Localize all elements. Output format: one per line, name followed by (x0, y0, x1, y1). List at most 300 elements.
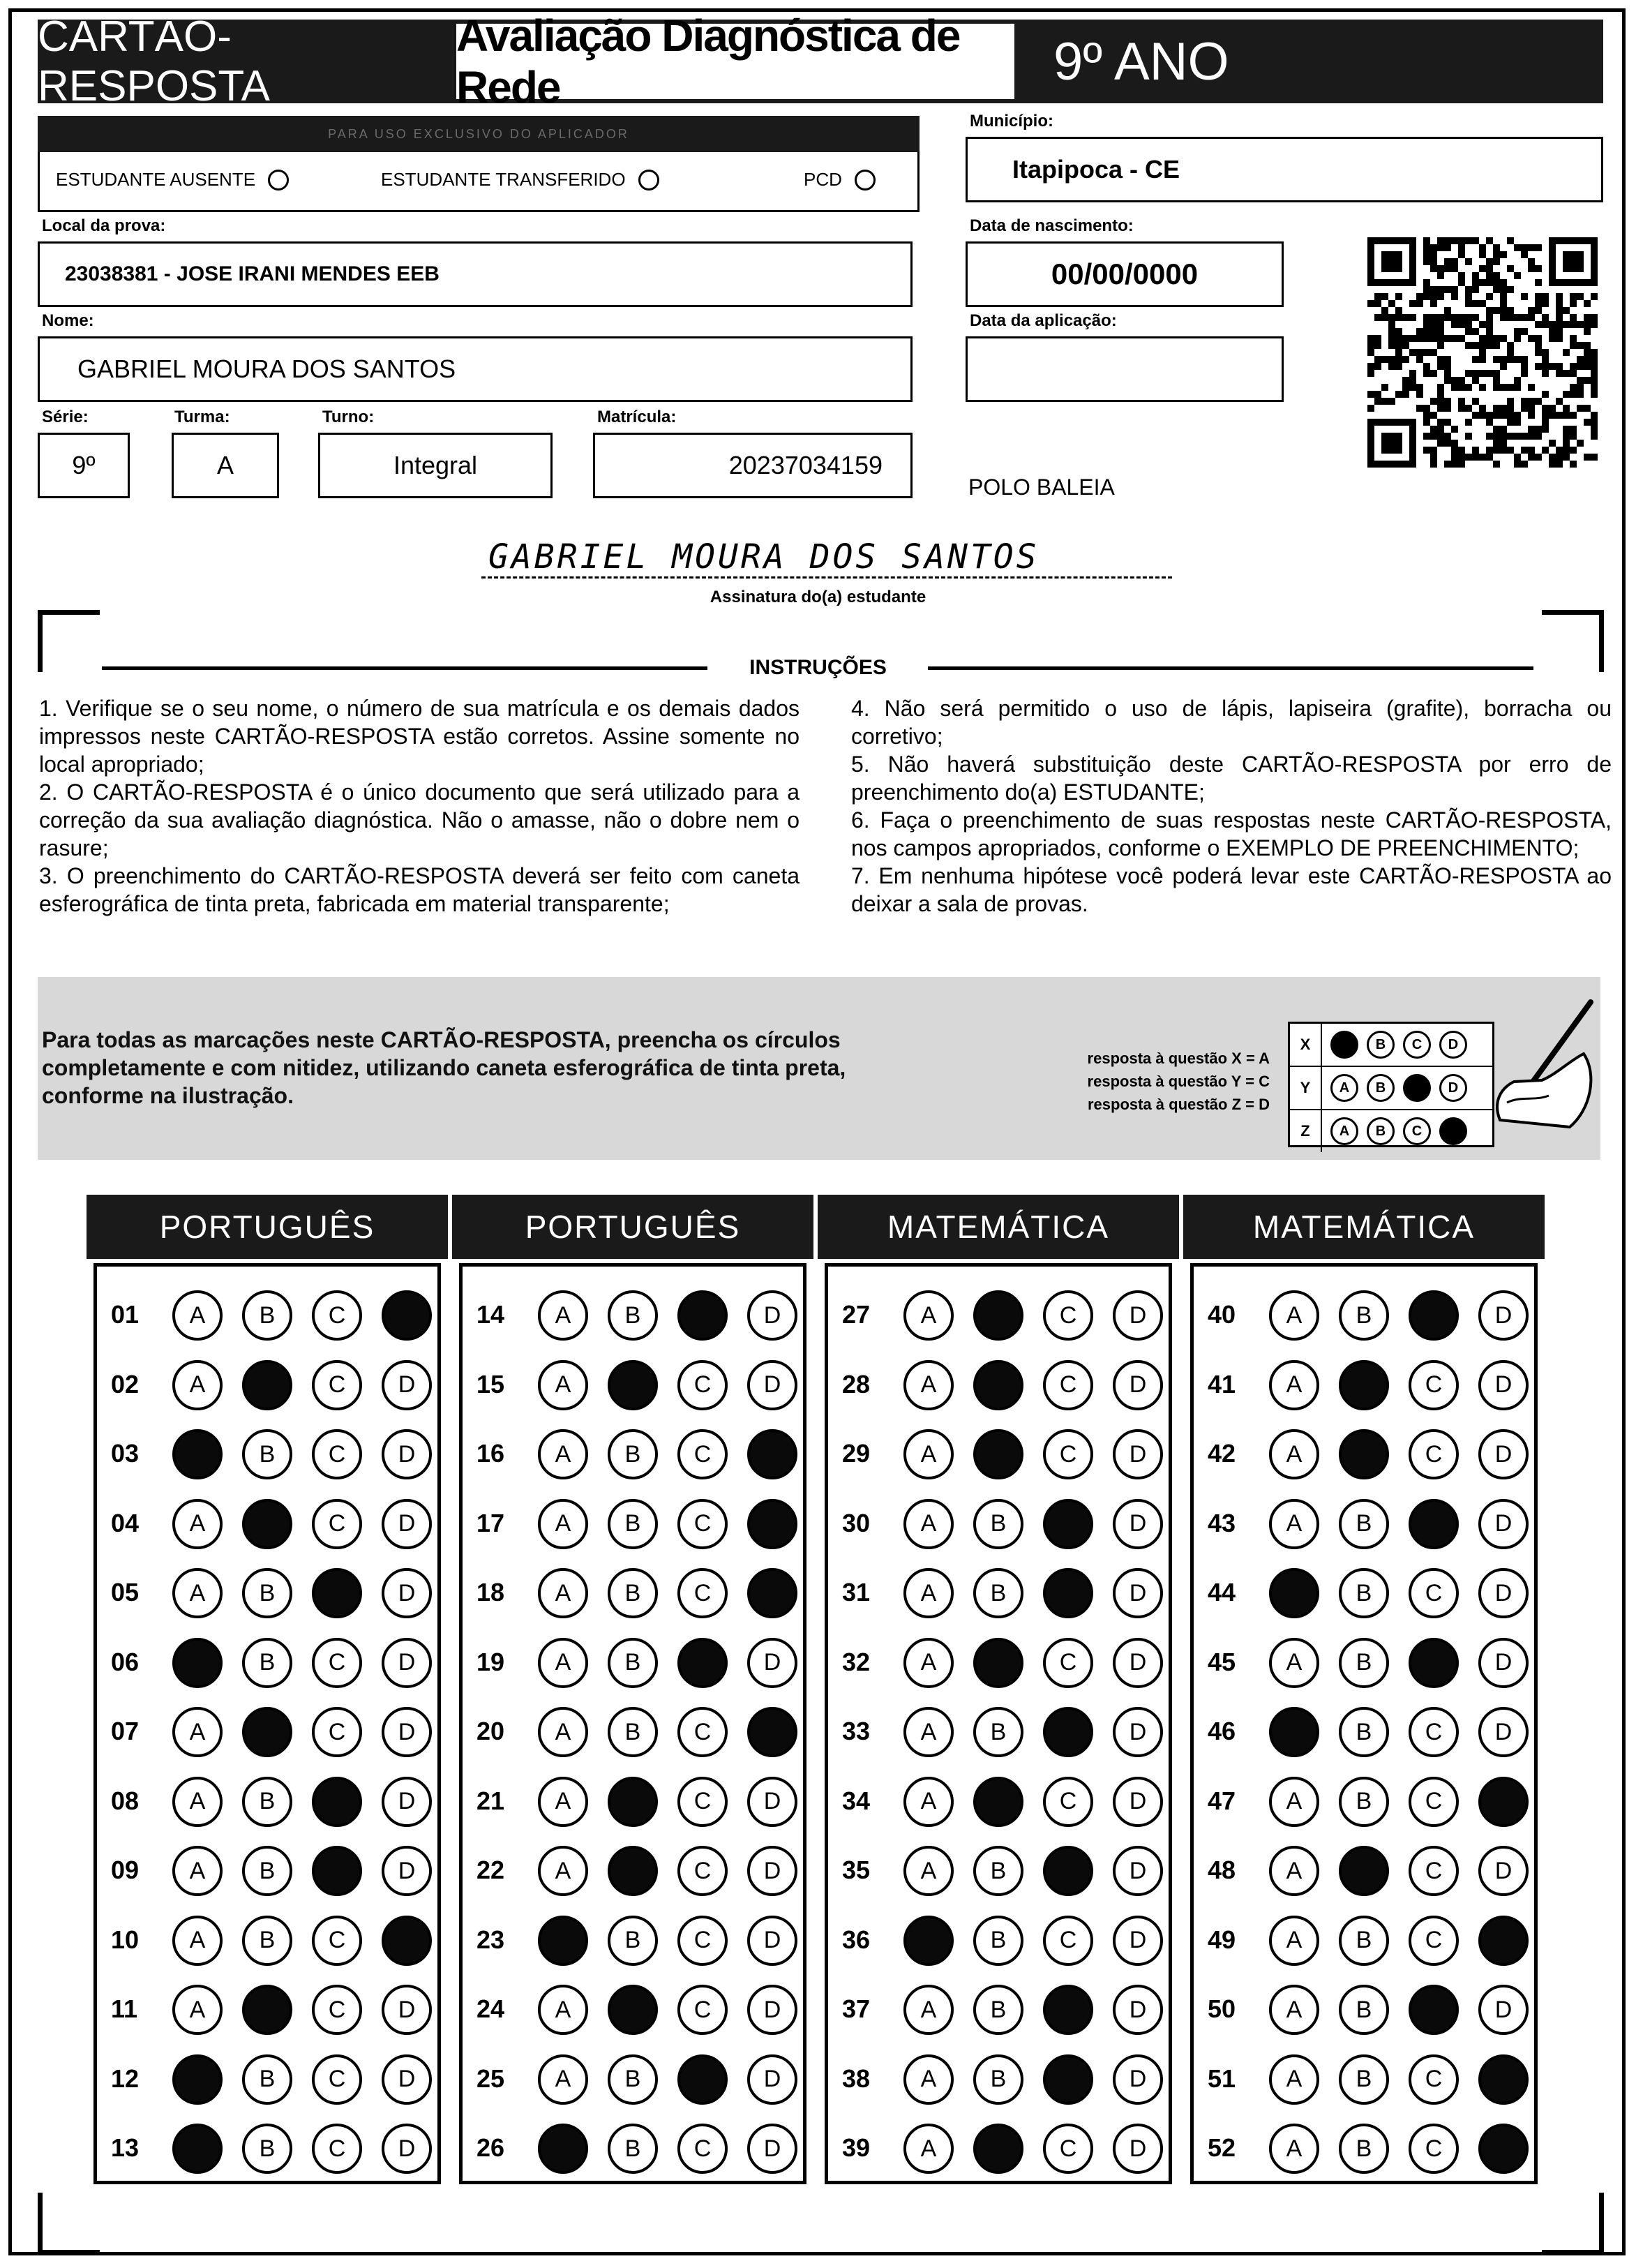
answer-bubble-d[interactable]: D (747, 1985, 797, 2035)
answer-bubble-d[interactable]: D (747, 1777, 797, 1827)
question-row (1194, 1419, 1534, 1489)
answer-bubble-c[interactable]: C (312, 1499, 362, 1549)
answer-block-2 (459, 1263, 806, 2184)
answer-bubble-c[interactable]: C (312, 2054, 362, 2105)
answer-bubble-b[interactable]: B (608, 1429, 658, 1479)
answer-bubble-d[interactable]: D (1113, 1777, 1163, 1827)
answer-bubble-c[interactable]: C (312, 1360, 362, 1410)
question-number: 30 (842, 1508, 871, 1537)
answer-bubble-c[interactable]: C (312, 2124, 362, 2174)
answer-bubble-d[interactable]: D (1478, 1499, 1529, 1549)
answer-bubble-b[interactable]: B (242, 1290, 292, 1341)
question-row (463, 1975, 803, 2045)
answer-bubble-c[interactable]: C (677, 1429, 728, 1479)
answer-bubble-a[interactable]: A (1269, 1985, 1319, 2035)
answer-bubble-c[interactable]: C (1043, 1846, 1093, 1896)
question-number: 22 (476, 1856, 505, 1884)
question-number: 07 (111, 1717, 140, 1745)
answer-bubble-a[interactable]: A (1269, 1777, 1319, 1827)
answer-bubble-c[interactable]: C (1409, 1429, 1459, 1479)
answer-bubble-a[interactable]: A (1269, 1638, 1319, 1688)
answer-bubble-b[interactable]: B (973, 1985, 1023, 2035)
answer-bubble-a[interactable]: A (1269, 1429, 1319, 1479)
answer-bubble-d[interactable]: D (1478, 1707, 1529, 1757)
question-row (463, 1767, 803, 1837)
nome-field: GABRIEL MOURA DOS SANTOS (38, 336, 913, 402)
answer-bubble-c[interactable]: C (1409, 1985, 1459, 2035)
answer-bubble-d[interactable]: D (1113, 2054, 1163, 2105)
answer-bubble-b[interactable]: B (1339, 2124, 1389, 2174)
instruction-2: 2. O CARTÃO-RESPOSTA é o único documento que será utilizado para a correção da sua avaliação diagnóstica. Não o amasse, não o dobre nem o rasure; (39, 779, 800, 860)
instruction-5: 5. Não haverá substituição deste CARTÃO-RESPOSTA por erro de preenchimento do(a) ESTUDANTE; (851, 752, 1612, 805)
answer-bubble-a[interactable]: A (172, 1290, 223, 1341)
answer-bubble-a[interactable]: A (538, 2124, 588, 2174)
question-row (97, 2045, 437, 2114)
answer-bubble-d[interactable]: D (747, 2124, 797, 2174)
answer-bubble-b[interactable]: B (242, 1777, 292, 1827)
answer-bubble-b[interactable]: B (608, 1638, 658, 1688)
question-number: 47 (1208, 1786, 1236, 1815)
question-number: 42 (1208, 1439, 1236, 1468)
answer-bubble-a[interactable]: A (903, 2124, 954, 2174)
aplicacao-field (966, 336, 1284, 402)
answer-bubble-a[interactable]: A (172, 1846, 223, 1896)
question-number: 38 (842, 2064, 871, 2093)
question-number: 29 (842, 1439, 871, 1468)
answer-bubble-d[interactable]: D (1113, 1846, 1163, 1896)
answer-bubble-c[interactable]: C (1043, 1707, 1093, 1757)
answer-bubble-c[interactable]: C (1409, 1638, 1459, 1688)
answer-bubble-d[interactable]: D (747, 1429, 797, 1479)
answer-bubble-b[interactable]: B (1339, 1499, 1389, 1549)
answer-bubble-a[interactable]: A (903, 1846, 954, 1896)
answer-bubble-a[interactable]: A (903, 1916, 954, 1966)
absent-label: ESTUDANTE AUSENTE (56, 169, 256, 190)
answer-bubble-d[interactable]: D (747, 1360, 797, 1410)
question-number: 09 (111, 1856, 140, 1884)
nascimento-label: Data de nascimento: (970, 216, 1134, 235)
answer-bubble-a[interactable]: A (172, 1638, 223, 1688)
answer-bubble-c[interactable]: C (1409, 2054, 1459, 2105)
transferred-bubble[interactable] (638, 170, 659, 191)
answer-bubble-b[interactable]: B (608, 1707, 658, 1757)
answer-bubble-c[interactable]: C (1043, 1638, 1093, 1688)
answer-bubble-a[interactable]: A (172, 1360, 223, 1410)
answer-bubble-b[interactable]: B (973, 1777, 1023, 1827)
question-number: 36 (842, 1925, 871, 1954)
question-row (463, 1350, 803, 1420)
answer-bubble-d[interactable]: D (382, 1429, 432, 1479)
answer-bubble-c[interactable]: C (677, 1846, 728, 1896)
answer-bubble-d[interactable]: D (1113, 1568, 1163, 1618)
answer-bubble-a[interactable]: A (172, 2124, 223, 2174)
answer-bubble-b[interactable]: B (1339, 1290, 1389, 1341)
answer-bubble-c[interactable]: C (1409, 1360, 1459, 1410)
question-row (463, 2114, 803, 2184)
answer-bubble-a[interactable]: A (538, 1638, 588, 1688)
question-row (97, 2114, 437, 2184)
answer-bubble-c[interactable]: C (1043, 2124, 1093, 2174)
qr-code (1367, 237, 1598, 468)
example-row-key: Z (1290, 1110, 1322, 1152)
question-number: 40 (1208, 1300, 1236, 1329)
question-row (1194, 1767, 1534, 1837)
answer-bubble-d[interactable]: D (1478, 1360, 1529, 1410)
question-number: 18 (476, 1578, 505, 1606)
answer-bubble-a[interactable]: A (172, 1707, 223, 1757)
answer-bubble-a[interactable]: A (172, 1499, 223, 1549)
question-number: 44 (1208, 1578, 1236, 1606)
answer-bubble-c[interactable]: C (1409, 1707, 1459, 1757)
answer-bubble-c[interactable]: C (1409, 1846, 1459, 1896)
answer-bubble-c[interactable]: C (1043, 1916, 1093, 1966)
answer-bubble-a[interactable]: A (538, 1777, 588, 1827)
question-row (1194, 1281, 1534, 1350)
answer-bubble-a[interactable]: A (903, 1499, 954, 1549)
absent-option[interactable] (56, 169, 289, 191)
legend-line-z: resposta à questão Z = D (1087, 1096, 1270, 1113)
serie-label: Série: (42, 408, 89, 426)
pcd-bubble[interactable] (855, 170, 876, 191)
transferred-option[interactable] (381, 169, 659, 191)
answer-bubble-a[interactable]: A (903, 1360, 954, 1410)
answer-bubble-b[interactable]: B (1339, 1360, 1389, 1410)
question-number: 28 (842, 1369, 871, 1398)
handwritten-signature: GABRIEL MOURA DOS SANTOS (488, 537, 1040, 576)
answer-bubble-c[interactable]: C (677, 1916, 728, 1966)
answer-bubble-a[interactable]: A (538, 1568, 588, 1618)
answer-bubble-a[interactable]: A (903, 1985, 954, 2035)
answer-bubble-c[interactable]: C (677, 1638, 728, 1688)
answer-bubble-b[interactable]: B (1339, 1916, 1389, 1966)
answer-bubble-c[interactable]: C (1043, 1499, 1093, 1549)
answer-bubble-b[interactable]: B (973, 1499, 1023, 1549)
answer-bubble-a[interactable]: A (1269, 1360, 1319, 1410)
answer-bubble-a[interactable]: A (903, 1638, 954, 1688)
answer-bubble-d[interactable]: D (1113, 1985, 1163, 2035)
question-row (463, 1419, 803, 1489)
answer-bubble-d[interactable]: D (1478, 2054, 1529, 2105)
answer-bubble-a[interactable]: A (903, 1429, 954, 1479)
question-number: 12 (111, 2064, 140, 2093)
answer-bubble-b[interactable]: B (973, 1638, 1023, 1688)
answer-bubble-b[interactable]: B (1339, 1777, 1389, 1827)
question-number: 49 (1208, 1925, 1236, 1954)
question-number: 31 (842, 1578, 871, 1606)
answer-bubble-b[interactable]: B (608, 1916, 658, 1966)
answer-bubble-c[interactable]: C (1409, 1568, 1459, 1618)
answer-bubble-c[interactable]: C (1409, 1499, 1459, 1549)
question-row (828, 1767, 1169, 1837)
answer-bubble-c[interactable]: C (677, 1568, 728, 1618)
question-number: 21 (476, 1786, 505, 1815)
answer-bubble-b[interactable]: B (1339, 1429, 1389, 1479)
answer-bubble-d[interactable]: D (747, 1846, 797, 1896)
question-number: 20 (476, 1717, 505, 1745)
answer-bubble-d[interactable]: D (1478, 1568, 1529, 1618)
question-number: 37 (842, 1994, 871, 2023)
answer-bubble-c[interactable]: C (1043, 1777, 1093, 1827)
answer-bubble-c[interactable]: C (312, 1916, 362, 1966)
answer-bubble-a[interactable]: A (1269, 1499, 1319, 1549)
answer-bubble-d[interactable]: D (382, 2054, 432, 2105)
answer-block-3 (825, 1263, 1172, 2184)
answer-bubble-b[interactable]: B (608, 2124, 658, 2174)
question-row (463, 1697, 803, 1767)
answer-bubble-b[interactable]: B (608, 1985, 658, 2035)
answer-bubble-d[interactable]: D (1478, 1916, 1529, 1966)
answer-bubble-c[interactable]: C (1043, 2054, 1093, 2105)
question-number: 45 (1208, 1647, 1236, 1676)
answer-bubble-b[interactable]: B (608, 1846, 658, 1896)
answer-bubble-b[interactable]: B (973, 1568, 1023, 1618)
answer-bubble-a[interactable]: A (172, 1985, 223, 2035)
question-number: 11 (111, 1994, 138, 2023)
signature-caption: Assinatura do(a) estudante (710, 588, 926, 606)
question-number: 16 (476, 1439, 505, 1468)
answer-bubble-b[interactable]: B (242, 1985, 292, 2035)
answer-bubble-d[interactable]: D (747, 1568, 797, 1618)
applicator-bar: PARA USO EXCLUSIVO DO APLICADOR (38, 116, 920, 152)
answer-bubble-a[interactable]: A (172, 2054, 223, 2105)
answer-bubble-d[interactable]: D (1113, 1290, 1163, 1341)
answer-bubble-c[interactable]: C (1043, 1568, 1093, 1618)
answer-bubble-b[interactable]: B (1339, 1568, 1389, 1618)
answer-bubble-d[interactable]: D (1113, 1360, 1163, 1410)
question-number: 17 (476, 1508, 505, 1537)
answer-bubble-a[interactable]: A (172, 1429, 223, 1479)
answer-bubble-b[interactable]: B (973, 1846, 1023, 1896)
answer-bubble-c[interactable]: C (1043, 1290, 1093, 1341)
question-number: 03 (111, 1439, 140, 1468)
transferred-label: ESTUDANTE TRANSFERIDO (381, 169, 626, 190)
answer-bubble-d[interactable]: D (747, 2054, 797, 2105)
answer-bubble-a[interactable]: A (903, 1568, 954, 1618)
answer-bubble-d[interactable]: D (382, 2124, 432, 2174)
answer-bubble-b[interactable]: B (973, 1360, 1023, 1410)
example-row-key: X (1290, 1024, 1322, 1066)
hand-pen-icon (1486, 998, 1605, 1131)
instruction-3: 3. O preenchimento do CARTÃO-RESPOSTA deverá ser feito com caneta esferográfica de tinta preta, fabricada em material transparente; (39, 863, 800, 916)
nome-label: Nome: (42, 311, 94, 330)
answer-bubble-a[interactable]: A (1269, 1707, 1319, 1757)
block-header-2: PORTUGUÊS (452, 1195, 813, 1259)
question-row (97, 1836, 437, 1906)
question-row (463, 1558, 803, 1628)
answer-bubble-b[interactable]: B (973, 1707, 1023, 1757)
answer-bubble-d[interactable]: D (1478, 1638, 1529, 1688)
answer-bubble-d[interactable]: D (382, 1777, 432, 1827)
answer-bubble-c[interactable]: C (677, 2054, 728, 2105)
answer-bubble-b[interactable]: B (242, 2124, 292, 2174)
answer-bubble-a[interactable]: A (903, 1290, 954, 1341)
answer-bubble-b[interactable]: B (608, 1777, 658, 1827)
question-row (97, 1350, 437, 1420)
question-number: 08 (111, 1786, 140, 1815)
example-bubble-a: A (1330, 1031, 1358, 1059)
answer-bubble-d[interactable]: D (382, 1916, 432, 1966)
answer-bubble-d[interactable]: D (1113, 1916, 1163, 1966)
answer-bubble-d[interactable]: D (382, 1638, 432, 1688)
question-row (97, 1281, 437, 1350)
answer-bubble-a[interactable]: A (538, 1290, 588, 1341)
example-bubble-b: B (1367, 1031, 1395, 1059)
answer-bubble-c[interactable]: C (312, 1429, 362, 1479)
answer-bubble-b[interactable]: B (242, 2054, 292, 2105)
question-number: 48 (1208, 1856, 1236, 1884)
answer-bubble-a[interactable]: A (172, 1568, 223, 1618)
answer-bubble-c[interactable]: C (1043, 1985, 1093, 2035)
answer-bubble-b[interactable]: B (1339, 1985, 1389, 2035)
answer-bubble-a[interactable]: A (1269, 2124, 1319, 2174)
answer-bubble-b[interactable]: B (1339, 1707, 1389, 1757)
instruction-1: 1. Verifique se o seu nome, o número de sua matrícula e os demais dados impressos neste CARTÃO-RESPOSTA estão corretos. Assine somente no local apropriado; (39, 696, 800, 777)
answer-bubble-a[interactable]: A (538, 1360, 588, 1410)
answer-bubble-c[interactable]: C (1409, 1777, 1459, 1827)
answer-bubble-d[interactable]: D (747, 1916, 797, 1966)
answer-bubble-d[interactable]: D (1113, 2124, 1163, 2174)
answer-bubble-d[interactable]: D (1478, 1429, 1529, 1479)
answer-bubble-a[interactable]: A (1269, 1568, 1319, 1618)
answer-bubble-a[interactable]: A (538, 1846, 588, 1896)
answer-bubble-b[interactable]: B (242, 1360, 292, 1410)
answer-bubble-b[interactable]: B (608, 2054, 658, 2105)
answer-bubble-d[interactable]: D (1113, 1429, 1163, 1479)
answer-bubble-c[interactable]: C (677, 1360, 728, 1410)
question-row (828, 1628, 1169, 1698)
answer-bubble-c[interactable]: C (677, 1777, 728, 1827)
answer-bubble-d[interactable]: D (382, 1707, 432, 1757)
answer-bubble-b[interactable]: B (608, 1499, 658, 1549)
answer-bubble-d[interactable]: D (382, 1290, 432, 1341)
answer-bubble-b[interactable]: B (973, 1290, 1023, 1341)
question-number: 13 (111, 2133, 140, 2162)
answer-bubble-a[interactable]: A (903, 2054, 954, 2105)
answer-bubble-b[interactable]: B (973, 2124, 1023, 2174)
answer-bubble-c[interactable]: C (312, 1846, 362, 1896)
question-row (828, 1419, 1169, 1489)
answer-bubble-b[interactable]: B (1339, 1638, 1389, 1688)
question-row (1194, 1628, 1534, 1698)
answer-bubble-d[interactable]: D (1478, 1777, 1529, 1827)
answer-bubble-d[interactable]: D (382, 1499, 432, 1549)
example-bubble-d: D (1439, 1117, 1467, 1145)
answer-bubble-a[interactable]: A (1269, 1846, 1319, 1896)
answer-bubble-d[interactable]: D (747, 1707, 797, 1757)
answer-bubble-a[interactable]: A (538, 2054, 588, 2105)
answer-bubble-a[interactable]: A (538, 1985, 588, 2035)
answer-bubble-c[interactable]: C (312, 1290, 362, 1341)
answer-bubble-c[interactable]: C (677, 1985, 728, 2035)
answer-bubble-a[interactable]: A (538, 1916, 588, 1966)
answer-bubble-d[interactable]: D (1478, 1985, 1529, 2035)
answer-bubble-d[interactable]: D (1113, 1707, 1163, 1757)
question-number: 41 (1208, 1369, 1236, 1398)
grade-title: 9º ANO (1019, 20, 1603, 103)
answer-bubble-a[interactable]: A (903, 1707, 954, 1757)
answer-bubble-b[interactable]: B (608, 1360, 658, 1410)
answer-bubble-d[interactable]: D (1113, 1499, 1163, 1549)
answer-bubble-d[interactable]: D (747, 1499, 797, 1549)
instructions-right-column (851, 694, 1612, 918)
answer-bubble-c[interactable]: C (677, 1499, 728, 1549)
answer-bubble-a[interactable]: A (172, 1777, 223, 1827)
answer-bubble-d[interactable]: D (1478, 1290, 1529, 1341)
question-number: 05 (111, 1578, 140, 1606)
answer-bubble-a[interactable]: A (1269, 1916, 1319, 1966)
answer-bubble-c[interactable]: C (1409, 1290, 1459, 1341)
answer-bubble-b[interactable]: B (1339, 1846, 1389, 1896)
answer-bubble-c[interactable]: C (677, 1290, 728, 1341)
answer-bubble-b[interactable]: B (608, 1290, 658, 1341)
answer-bubble-d[interactable]: D (747, 1290, 797, 1341)
answer-bubble-d[interactable]: D (382, 1360, 432, 1410)
instructions-title: INSTRUÇÕES (749, 656, 887, 679)
answer-bubble-d[interactable]: D (382, 1846, 432, 1896)
answer-bubble-b[interactable]: B (242, 1499, 292, 1549)
answer-bubble-b[interactable]: B (973, 1429, 1023, 1479)
answer-bubble-c[interactable]: C (1043, 1429, 1093, 1479)
turno-label: Turno: (322, 408, 375, 426)
question-row (828, 1350, 1169, 1420)
answer-bubble-d[interactable]: D (382, 1568, 432, 1618)
nascimento-field: 00/00/0000 (966, 241, 1284, 307)
answer-bubble-b[interactable]: B (242, 1429, 292, 1479)
answer-bubble-a[interactable]: A (538, 1429, 588, 1479)
answer-bubble-d[interactable]: D (747, 1638, 797, 1688)
example-bubble-c: C (1403, 1031, 1431, 1059)
question-number: 15 (476, 1369, 505, 1398)
answer-bubble-b[interactable]: B (242, 1568, 292, 1618)
answer-bubble-d[interactable]: D (382, 1985, 432, 2035)
answer-bubble-b[interactable]: B (242, 1916, 292, 1966)
answer-bubble-c[interactable]: C (677, 2124, 728, 2174)
answer-bubble-c[interactable]: C (677, 1707, 728, 1757)
answer-bubble-c[interactable]: C (312, 1638, 362, 1688)
answer-bubble-b[interactable]: B (242, 1707, 292, 1757)
answer-bubble-a[interactable]: A (903, 1777, 954, 1827)
answer-bubble-c[interactable]: C (312, 1777, 362, 1827)
absent-bubble[interactable] (268, 170, 289, 191)
answer-bubble-b[interactable]: B (608, 1568, 658, 1618)
question-number: 50 (1208, 1994, 1236, 2023)
answer-bubble-d[interactable]: D (1113, 1638, 1163, 1688)
answer-bubble-c[interactable]: C (1043, 1360, 1093, 1410)
answer-bubble-c[interactable]: C (1409, 2124, 1459, 2174)
answer-bubble-a[interactable]: A (1269, 1290, 1319, 1341)
example-row (1290, 1067, 1492, 1110)
answer-bubble-c[interactable]: C (312, 1707, 362, 1757)
answer-bubble-c[interactable]: C (312, 1568, 362, 1618)
answer-bubble-b[interactable]: B (1339, 2054, 1389, 2105)
answer-bubble-c[interactable]: C (1409, 1916, 1459, 1966)
answer-bubble-b[interactable]: B (242, 1638, 292, 1688)
answer-bubble-c[interactable]: C (312, 1985, 362, 2035)
pcd-option[interactable] (804, 169, 876, 191)
question-row (97, 1697, 437, 1767)
answer-bubble-a[interactable]: A (172, 1916, 223, 1966)
answer-bubble-a[interactable]: A (538, 1499, 588, 1549)
answer-bubble-d[interactable]: D (1478, 1846, 1529, 1896)
answer-bubble-a[interactable]: A (538, 1707, 588, 1757)
answer-bubble-b[interactable]: B (973, 2054, 1023, 2105)
answer-bubble-b[interactable]: B (242, 1846, 292, 1896)
answer-bubble-d[interactable]: D (1478, 2124, 1529, 2174)
question-number: 33 (842, 1717, 871, 1745)
answer-bubble-a[interactable]: A (1269, 2054, 1319, 2105)
example-bubble-c: C (1403, 1117, 1431, 1145)
answer-bubble-b[interactable]: B (973, 1916, 1023, 1966)
